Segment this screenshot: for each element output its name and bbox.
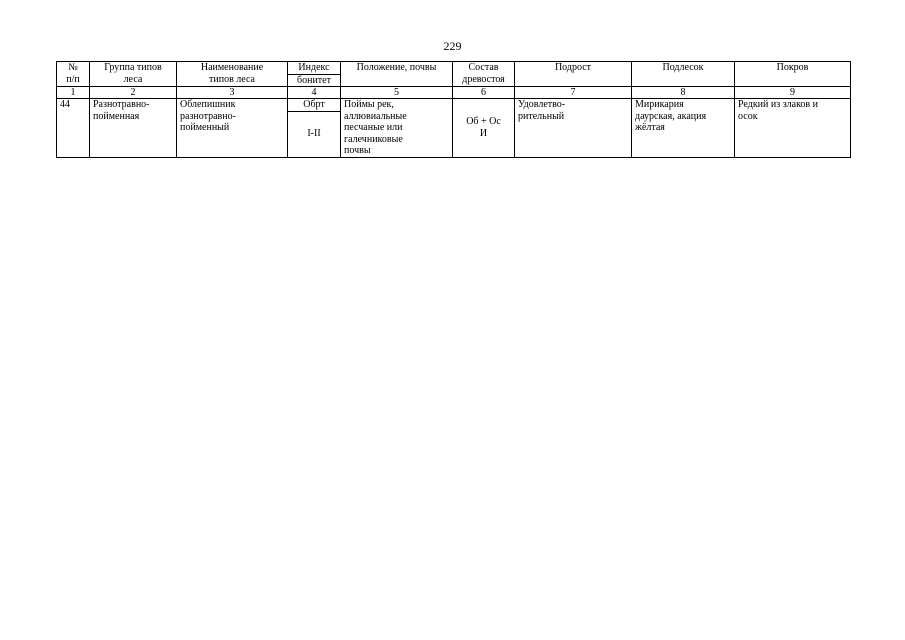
column-number: 2 (90, 87, 177, 99)
column-number: 9 (735, 87, 851, 99)
cell-undergrowth: Удовлетво- рительный (515, 99, 632, 158)
cell-forest-type-name: Облепишник разнотравно- пойменный (177, 99, 288, 158)
cell-row-number: 44 (57, 99, 90, 158)
header-row-top (57, 62, 851, 75)
table-row (57, 99, 851, 112)
header-forest-type-name: Наименование типов леса (177, 62, 288, 87)
column-number: 4 (288, 87, 341, 99)
cell-underbrush: Мирикария даурская, акация жёлтая (632, 99, 735, 158)
forest-types-table (56, 61, 851, 158)
header-ground-cover: Покров (735, 62, 851, 87)
column-number: 6 (453, 87, 515, 99)
cell-bonitet: I-II (288, 111, 341, 157)
header-position-soil: Положение, почвы (341, 62, 453, 87)
page-number: 229 (443, 39, 462, 53)
column-number: 7 (515, 87, 632, 99)
header-forest-group: Группа типов леса (90, 62, 177, 87)
column-number: 1 (57, 87, 90, 99)
header-bonitet: бонитет (288, 74, 341, 87)
header-number: № п/п (57, 62, 90, 87)
column-number: 5 (341, 87, 453, 99)
column-number: 3 (177, 87, 288, 99)
column-number-row (57, 87, 851, 99)
cell-stand-composition: Об + Ос И (453, 99, 515, 158)
column-number: 8 (632, 87, 735, 99)
header-stand-composition: Состав древостоя (453, 62, 515, 87)
header-index: Индекс (288, 62, 341, 75)
cell-forest-group: Разнотравно- пойменная (90, 99, 177, 158)
cell-ground-cover: Редкий из злаков и осок (735, 99, 851, 158)
cell-position-soil: Поймы рек, аллювиальные песчаные или галечниковые почвы (341, 99, 453, 158)
header-underbrush: Подлесок (632, 62, 735, 87)
cell-index: Обрт (288, 99, 341, 112)
header-undergrowth: Подрост (515, 62, 632, 87)
